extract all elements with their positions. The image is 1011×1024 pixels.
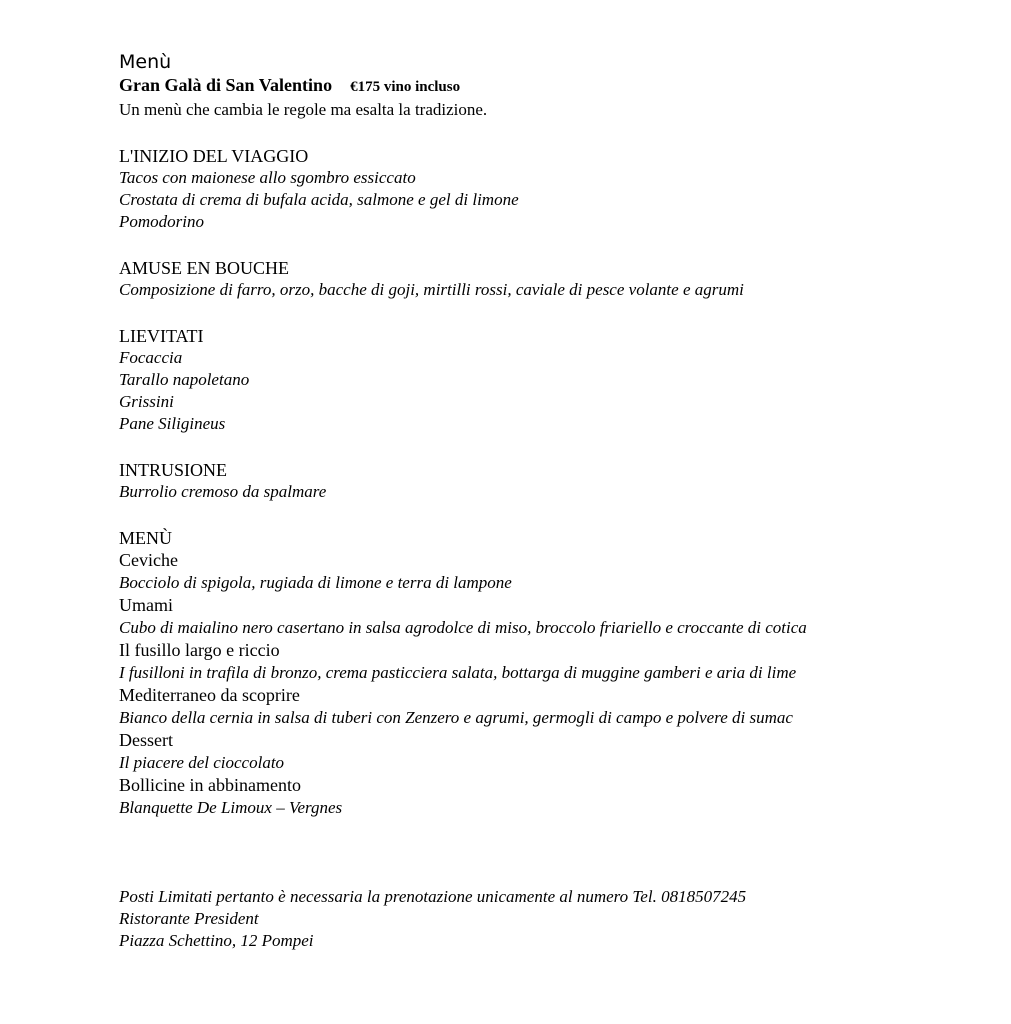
- course-description: Bianco della cernia in salsa di tuberi con Zenzero e agrumi, germogli di campo e polvere di sumac: [119, 708, 793, 727]
- dish-item: Tacos con maionese allo sgombro essiccato: [119, 168, 416, 187]
- menu-document: [119, 50, 999, 819]
- event-tagline: Un menù che cambia le regole ma esalta la tradizione.: [119, 100, 488, 119]
- course-name: Ceviche: [119, 550, 178, 570]
- section-amuse-en-bouche: [119, 257, 999, 301]
- course-name: Umami: [119, 595, 173, 615]
- section-title: INTRUSIONE: [119, 460, 227, 480]
- course-description: Blanquette De Limoux – Vergnes: [119, 798, 343, 817]
- section-intrusione: [119, 459, 999, 503]
- dish-item: Grissini: [119, 392, 174, 411]
- course-name: Dessert: [119, 730, 173, 750]
- dish-item: Pomodorino: [119, 212, 204, 231]
- dish-item: Crostata di crema di bufala acida, salmone e gel di limone: [119, 190, 519, 209]
- footer-info: [119, 886, 999, 952]
- event-title: Gran Galà di San Valentino: [119, 75, 333, 95]
- section-lievitati: [119, 325, 999, 435]
- menu-heading: Menù: [119, 51, 172, 73]
- section-title: L'INIZIO DEL VIAGGIO: [119, 146, 309, 166]
- event-price: €175 vino incluso: [350, 79, 461, 95]
- section-inizio-del-viaggio: [119, 145, 999, 233]
- restaurant-address: Piazza Schettino, 12 Pompei: [119, 931, 314, 950]
- restaurant-name: Ristorante President: [119, 909, 259, 928]
- section-title: LIEVITATI: [119, 326, 204, 346]
- course-description: Bocciolo di spigola, rugiada di limone e terra di lampone: [119, 573, 512, 592]
- dish-item: Composizione di farro, orzo, bacche di goji, mirtilli rossi, caviale di pesce volante e agrumi: [119, 280, 744, 299]
- section-title: MENÙ: [119, 528, 172, 548]
- course-description: I fusilloni in trafila di bronzo, crema pasticciera salata, bottarga di muggine gamberi e aria di lime: [119, 663, 797, 682]
- course-name: Mediterraneo da scoprire: [119, 685, 300, 705]
- dish-item: Tarallo napoletano: [119, 370, 250, 389]
- section-menu-courses: [119, 527, 999, 819]
- dish-item: Focaccia: [119, 348, 183, 367]
- section-title: AMUSE EN BOUCHE: [119, 258, 290, 278]
- dish-item: Burrolio cremoso da spalmare: [119, 482, 327, 501]
- event-title-line: [119, 74, 999, 99]
- course-name: Il fusillo largo e riccio: [119, 640, 280, 660]
- course-description: Cubo di maialino nero casertano in salsa agrodolce di miso, broccolo friariello e croccante di cotica: [119, 618, 807, 637]
- reservation-note: Posti Limitati pertanto è necessaria la prenotazione unicamente al numero Tel. 0818507245: [119, 887, 747, 906]
- dish-item: Pane Siligineus: [119, 414, 226, 433]
- course-description: Il piacere del cioccolato: [119, 753, 285, 772]
- course-name: Bollicine in abbinamento: [119, 775, 301, 795]
